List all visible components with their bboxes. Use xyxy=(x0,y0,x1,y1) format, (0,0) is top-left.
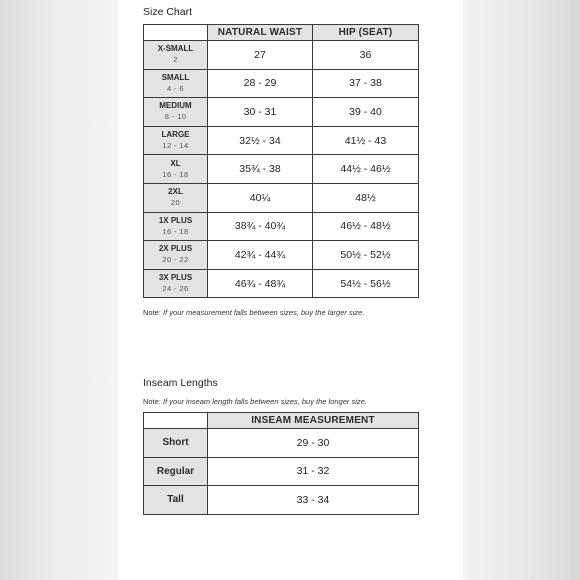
inseam-value-cell: 31 - 32 xyxy=(208,457,419,486)
natural-waist-cell: 40¼ xyxy=(208,183,313,212)
size-name: X-SMALL xyxy=(157,44,194,54)
size-row xyxy=(144,41,419,70)
note-text: If your inseam length falls between sizes, buy the longer size. xyxy=(163,397,367,406)
background-right xyxy=(463,0,580,580)
background-left xyxy=(0,0,118,580)
inseam-row xyxy=(144,429,419,458)
size-numeric: 16 - 18 xyxy=(162,169,189,179)
size-row xyxy=(144,98,419,127)
size-name: MEDIUM xyxy=(159,101,192,111)
size-row xyxy=(144,241,419,270)
natural-waist-cell: 35¾ - 38 xyxy=(208,155,313,184)
size-label-cell xyxy=(144,69,208,98)
size-row xyxy=(144,155,419,184)
size-name: 3X PLUS xyxy=(158,273,193,283)
size-numeric: 4 - 6 xyxy=(166,83,184,93)
size-name: XL xyxy=(170,158,181,168)
size-row xyxy=(144,212,419,241)
size-numeric: 20 - 22 xyxy=(162,255,189,265)
hip-seat-cell: 54½ - 56½ xyxy=(313,269,419,298)
hip-seat-cell: 41½ - 43 xyxy=(313,126,419,155)
size-label-cell xyxy=(144,212,208,241)
inseam-row xyxy=(144,457,419,486)
size-row xyxy=(144,126,419,155)
size-numeric: 2 xyxy=(173,55,178,65)
size-label-cell xyxy=(144,269,208,298)
size-name: 2XL xyxy=(168,187,183,197)
size-chart-title: Size Chart xyxy=(143,6,193,18)
size-name: 2X PLUS xyxy=(158,244,193,254)
size-label-cell xyxy=(144,41,208,70)
natural-waist-cell: 32½ - 34 xyxy=(208,126,313,155)
size-label-cell xyxy=(144,98,208,127)
hip-seat-cell: 48½ xyxy=(313,183,419,212)
hip-seat-header: HIP (SEAT) xyxy=(313,25,419,41)
size-label-cell xyxy=(144,183,208,212)
size-numeric: 8 - 10 xyxy=(164,112,187,122)
size-name: 1X PLUS xyxy=(158,215,193,225)
natural-waist-cell: 42¾ - 44¾ xyxy=(208,241,313,270)
inseam-label-cell: Tall xyxy=(144,486,208,515)
size-row xyxy=(144,69,419,98)
inseam-title: Inseam Lengths xyxy=(143,377,218,389)
inseam-header-row xyxy=(144,413,419,429)
inseam-note xyxy=(143,397,367,406)
size-label-cell xyxy=(144,126,208,155)
size-row xyxy=(144,183,419,212)
size-chart-header-row xyxy=(144,25,419,41)
natural-waist-cell: 27 xyxy=(208,41,313,70)
size-chart-note xyxy=(143,308,364,317)
size-name: SMALL xyxy=(161,72,190,82)
size-numeric: 20 xyxy=(170,198,181,208)
natural-waist-cell: 28 - 29 xyxy=(208,69,313,98)
size-row xyxy=(144,269,419,298)
natural-waist-header: NATURAL WAIST xyxy=(208,25,313,41)
hip-seat-cell: 39 - 40 xyxy=(313,98,419,127)
corner-header xyxy=(144,25,208,41)
hip-seat-cell: 37 - 38 xyxy=(313,69,419,98)
inseam-value-cell: 29 - 30 xyxy=(208,429,419,458)
size-name: LARGE xyxy=(161,130,190,140)
inseam-row xyxy=(144,486,419,515)
natural-waist-cell: 46¾ - 48¾ xyxy=(208,269,313,298)
note-label: Note: xyxy=(143,308,161,317)
note-label: Note: xyxy=(143,397,161,406)
hip-seat-cell: 44½ - 46½ xyxy=(313,155,419,184)
inseam-label-cell: Regular xyxy=(144,457,208,486)
hip-seat-cell: 46½ - 48½ xyxy=(313,212,419,241)
note-text: If your measurement falls between sizes, buy the larger size. xyxy=(163,308,365,317)
natural-waist-cell: 30 - 31 xyxy=(208,98,313,127)
size-numeric: 16 - 18 xyxy=(162,226,189,236)
size-label-cell xyxy=(144,241,208,270)
size-label-cell xyxy=(144,155,208,184)
size-guide-page xyxy=(118,0,463,580)
inseam-label-cell: Short xyxy=(144,429,208,458)
inseam-value-cell: 33 - 34 xyxy=(208,486,419,515)
corner-header xyxy=(144,413,208,429)
hip-seat-cell: 50½ - 52½ xyxy=(313,241,419,270)
inseam-measurement-header: INSEAM MEASUREMENT xyxy=(208,413,419,429)
natural-waist-cell: 38¾ - 40¾ xyxy=(208,212,313,241)
size-chart-table xyxy=(143,24,419,298)
inseam-table xyxy=(143,412,419,515)
hip-seat-cell: 36 xyxy=(313,41,419,70)
size-numeric: 12 - 14 xyxy=(162,141,189,151)
size-numeric: 24 - 26 xyxy=(162,284,189,294)
